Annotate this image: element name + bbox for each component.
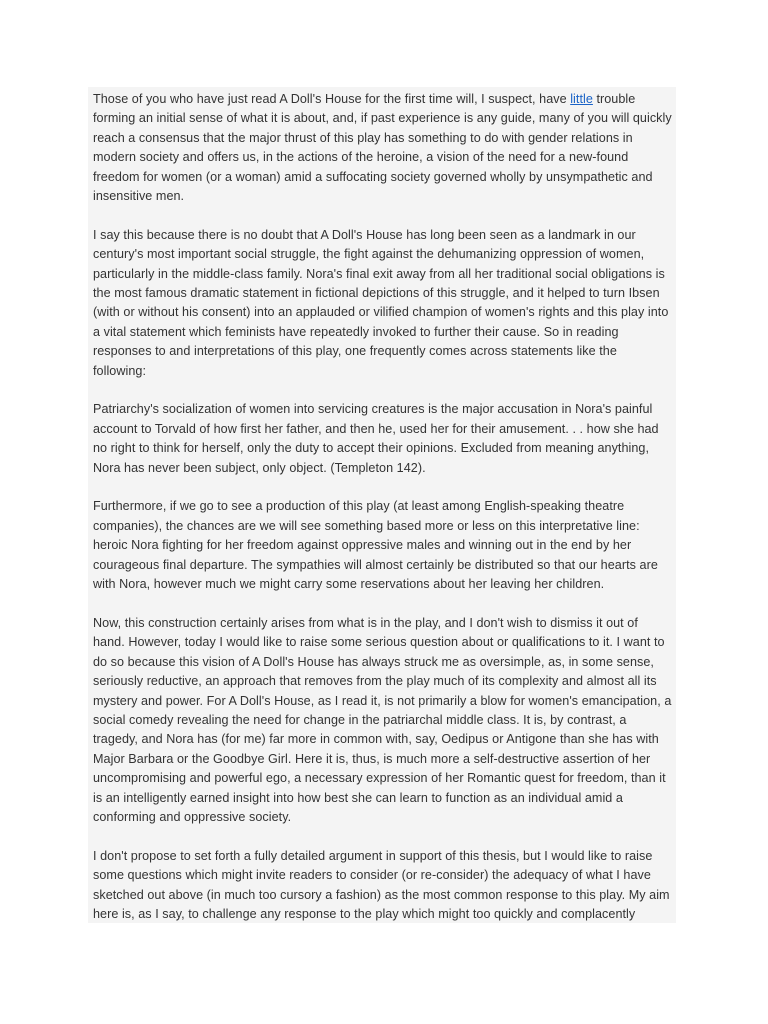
paragraph-2: I say this because there is no doubt that A Doll's House has long been seen as a landmark in our century's most important social struggle, the fight against the dehumanizing oppression of women, particularly in the middle-class family. Nora's final exit away from all her traditional social obligations is the most famous dramatic statement in fictional depictions of this struggle, and it helped to turn Ibsen (with or without his consent) into an applauded or vilified champion of women's rights and this play into a vital statement which feminists have repeatedly invoked to further their cause. So in reading responses to and interpretations of this play, one frequently comes across statements like the following: [93, 227, 669, 378]
block-quote: Patriarchy's socialization of women into servicing creatures is the major accusation in Nora's painful account to Torvald of how first her father, and then he, used her for their amusement. . . how she had no right to think for herself, only the duty to accept their opinions. Excluded from meaning anything, Nora has never been subject, only object. (Templeton 142). [93, 402, 659, 475]
article-body [88, 87, 676, 923]
paragraph-1-before: Those of you who have just read A Doll's House for the first time will, I suspect, have [93, 92, 571, 106]
little-link[interactable]: little [570, 92, 593, 106]
paragraph-1-after: trouble forming an initial sense of what it is about, and, if past experience is any guide, many of you will quickly reach a consensus that the major thrust of this play has something to do with gender relations in modern society and offers us, in the actions of the heroine, a vision of the need for a new-found freedom for women (or a woman) amid a suffocating society governed wholly by unsympathetic and insensitive men. [93, 92, 672, 204]
paragraph-5: Now, this construction certainly arises from what is in the play, and I don't wish to dismiss it out of hand. However, today I would like to raise some serious question about or qualifications to it. I want to do so because this vision of A Doll's House has always struck me as oversimple, as, in some sense, seriously reductive, an approach that removes from the play much of its complexity and almost all its mystery and power. For A Doll's House, as I read it, is not primarily a blow for women's emancipation, a social comedy revealing the need for change in the patriarchal middle class. It is, by contrast, a tragedy, and Nora has (for me) far more in common with, say, Oedipus or Antigone than she has with Major Barbara or the Goodbye Girl. Here it is, thus, is much more a self-destructive assertion of her uncompromising and powerful ego, a necessary expression of her Romantic quest for freedom, than it is an intelligently earned insight into how best she can learn to function as an individual amid a conforming and oppressive society. [93, 615, 672, 824]
paragraph-6: I don't propose to set forth a fully detailed argument in support of this thesis, but I would like to raise some questions which might invite readers to consider (or re-consider) the adequacy of what I have sketched out above (in much too cursory a fashion) as the most common response to this play. My aim here is, as I say, to challenge any response to the play which might too quickly and complacently [93, 848, 670, 921]
paragraph-1 [88, 87, 676, 206]
paragraph-4: Furthermore, if we go to see a production of this play (at least among English-speaking theatre companies), the chances are we will see something based more or less on this interpretative line: heroic Nora fighting for her freedom against oppressive males and winning out in the end by her courageous final departure. The sympathies will almost certainly be distributed so that our hearts are with Nora, however much we might carry some reservations about her leaving her children. [93, 499, 658, 592]
